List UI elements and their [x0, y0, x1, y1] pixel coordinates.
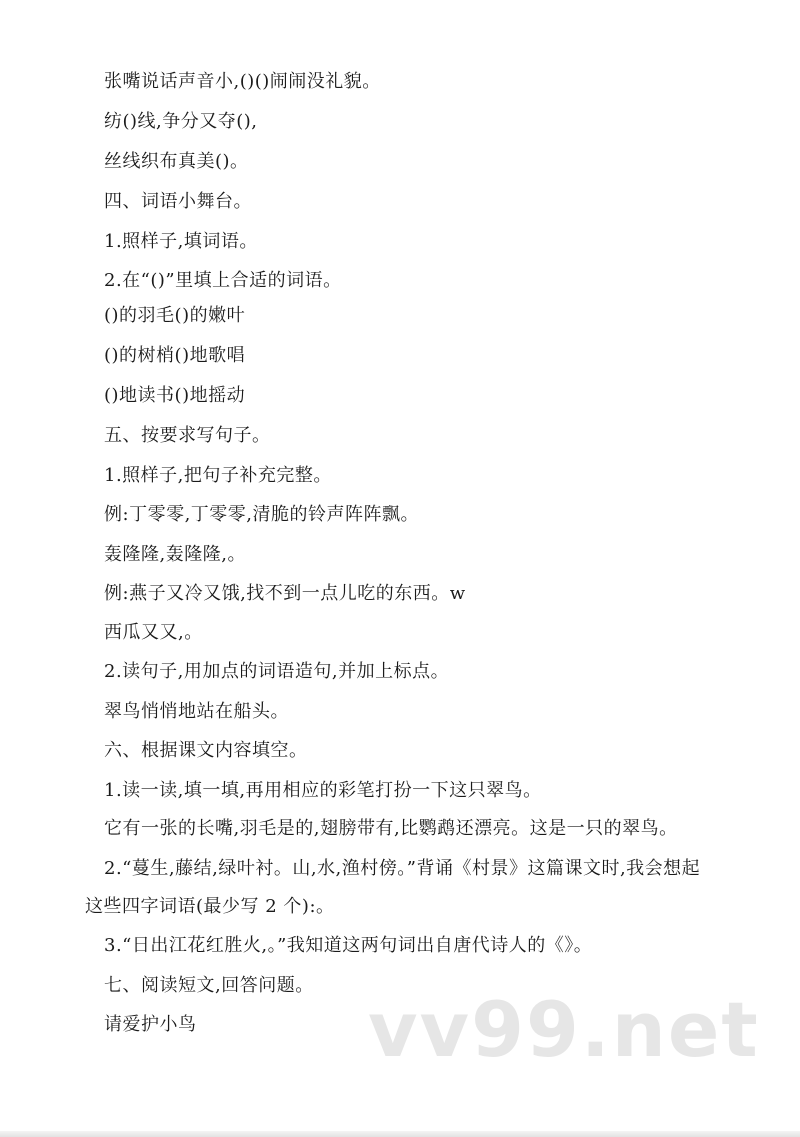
text-line: 张嘴说话声音小,()()闹闹没礼貌。 [104, 71, 381, 92]
text-line: 轰隆隆,轰隆隆,。 [104, 544, 246, 565]
text-line: 这些四字词语(最少写 2 个):。 [85, 896, 335, 917]
section-heading: 六、根据课文内容填空。 [104, 740, 308, 761]
text-line: ()地读书()地摇动 [104, 385, 246, 406]
section-heading: 七、阅读短文,回答问题。 [104, 975, 314, 996]
question-item: 1.照样子,把句子补充完整。 [104, 465, 332, 486]
text-line: 丝线织布真美()。 [104, 151, 249, 172]
text-line: 西瓜又又,。 [104, 622, 203, 643]
text-line: ()的羽毛()的嫩叶 [104, 305, 246, 326]
question-item: 2.读句子,用加点的词语造句,并加上标点。 [104, 661, 450, 682]
question-item: 3.“日出江花红胜火,。”我知道这两句词出自唐代诗人的《》。 [104, 935, 593, 956]
section-heading: 五、按要求写句子。 [104, 425, 271, 446]
watermark: vv99.net [368, 985, 760, 1074]
section-heading: 四、词语小舞台。 [104, 191, 252, 212]
question-item: 1.读一读,填一填,再用相应的彩笔打扮一下这只翠鸟。 [104, 780, 542, 801]
question-item: 2.在“()”里填上合适的词语。 [104, 270, 342, 291]
page-bottom-edge [0, 1131, 800, 1137]
text-line: 例:丁零零,丁零零,清脆的铃声阵阵飘。 [104, 504, 420, 525]
text-line: 纺()线,争分又夺(), [104, 111, 258, 132]
text-line: 请爱护小鸟 [104, 1014, 197, 1035]
question-item: 1.照样子,填词语。 [104, 231, 258, 252]
text-line: 它有一张的长嘴,羽毛是的,翅膀带有,比鹦鹉还漂亮。这是一只的翠鸟。 [104, 818, 678, 839]
text-line: 例:燕子又冷又饿,找不到一点儿吃的东西。w [104, 583, 466, 604]
question-item: 2.“蔓生,藤结,绿叶衬。山,水,渔村傍。”背诵《村景》这篇课文时,我会想起 [104, 858, 701, 879]
text-line: 翠鸟悄悄地站在船头。 [104, 701, 289, 722]
text-line: ()的树梢()地歌唱 [104, 345, 246, 366]
